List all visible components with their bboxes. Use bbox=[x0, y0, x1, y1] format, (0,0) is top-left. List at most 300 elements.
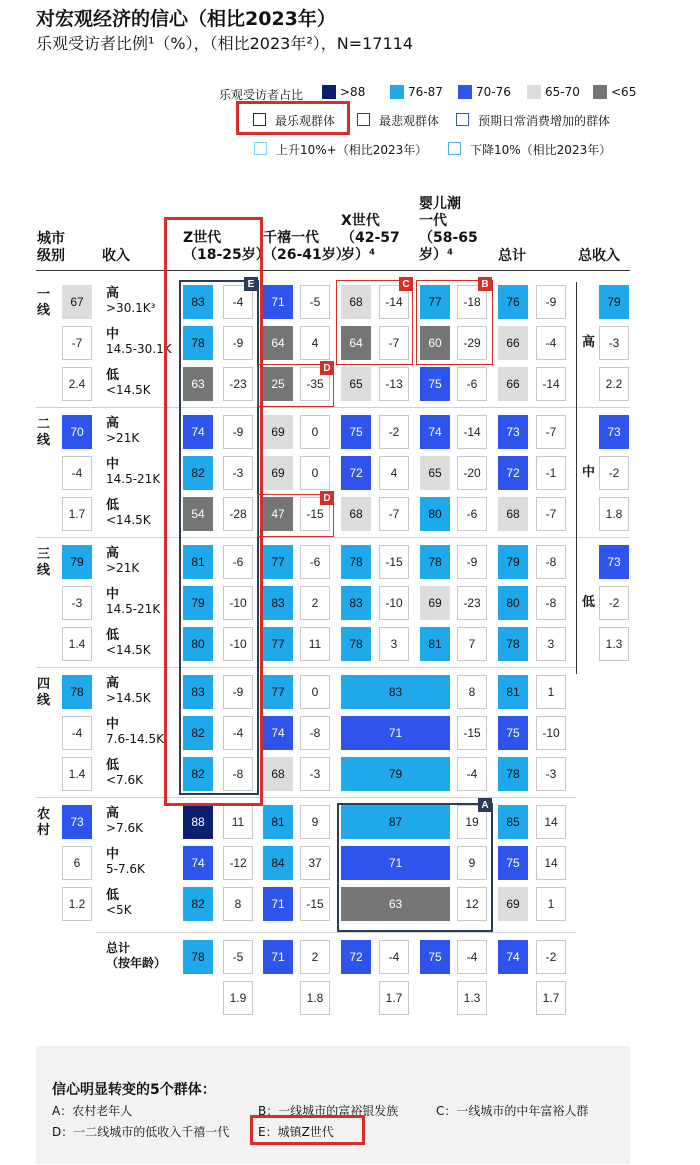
boomer-share: 77 bbox=[420, 285, 450, 319]
millennial-share: 68 bbox=[263, 757, 293, 791]
millennial-change: 2 bbox=[300, 586, 330, 620]
legend-label: 乐观受访者占比 bbox=[219, 88, 304, 102]
genx-boomer-change: -4 bbox=[457, 757, 487, 791]
millennial-share: 77 bbox=[263, 627, 293, 661]
total-share: 66 bbox=[498, 326, 528, 360]
group-c-outline bbox=[336, 280, 413, 365]
millennial-share: 77 bbox=[263, 675, 293, 709]
genx-boomer-share: 71 bbox=[341, 716, 450, 750]
genz-share: 88 bbox=[183, 805, 213, 839]
genx-change: -14 bbox=[379, 285, 409, 319]
header-boomer-age2: 岁）⁴ bbox=[419, 247, 454, 263]
tier-separator bbox=[36, 667, 576, 668]
income-label bbox=[106, 587, 160, 617]
total-income-label: 高 bbox=[582, 335, 596, 350]
income-level: 低 bbox=[106, 498, 120, 513]
tier-label: 三线 bbox=[37, 547, 51, 578]
millennial-change: -15 bbox=[300, 887, 330, 921]
tier-separator bbox=[36, 797, 576, 798]
tier-total-change: -4 bbox=[62, 716, 92, 750]
tag-c: C bbox=[399, 277, 413, 291]
header-millennial bbox=[263, 230, 350, 264]
income-range: 14.5-30.1K bbox=[106, 342, 172, 356]
tag-d2: D bbox=[320, 491, 334, 505]
tier-total-change: -7 bbox=[62, 326, 92, 360]
genx-age-total-index: 1.7 bbox=[379, 981, 409, 1015]
header-genx-age2: 岁）⁴ bbox=[341, 247, 376, 263]
total-age-total-index: 1.7 bbox=[536, 981, 566, 1015]
income-label bbox=[106, 888, 132, 918]
income-label bbox=[106, 628, 151, 658]
age-total-label-line: （按年龄） bbox=[106, 956, 167, 970]
genz-share: 82 bbox=[183, 456, 213, 490]
genz-change: -10 bbox=[223, 586, 253, 620]
total-income-index: 2.2 bbox=[599, 367, 629, 401]
genx-share: 68 bbox=[341, 497, 371, 531]
genx-change: -13 bbox=[379, 367, 409, 401]
total-share: 75 bbox=[498, 716, 528, 750]
footer-c: C：一线城市的中年富裕人群 bbox=[436, 1104, 589, 1118]
tag-e: E bbox=[244, 277, 258, 291]
genx-boomer-change: 19 bbox=[457, 805, 487, 839]
income-level: 高 bbox=[106, 546, 120, 561]
millennial-share: 81 bbox=[263, 805, 293, 839]
millennial-change: -5 bbox=[300, 285, 330, 319]
total-change: -7 bbox=[536, 415, 566, 449]
income-range: <14.5K bbox=[106, 643, 151, 657]
tier-label: 二线 bbox=[37, 417, 51, 448]
tier-label: 农村 bbox=[37, 807, 51, 838]
genx-share: 72 bbox=[341, 456, 371, 490]
genx-boomer-change: 8 bbox=[457, 675, 487, 709]
genz-change: -9 bbox=[223, 415, 253, 449]
genx-boomer-share: 71 bbox=[341, 846, 450, 880]
boomer-share: 78 bbox=[420, 545, 450, 579]
tier-label: 四线 bbox=[37, 677, 51, 708]
total-share: 81 bbox=[498, 675, 528, 709]
header-boomer bbox=[419, 196, 478, 264]
legend-swatch-2 bbox=[458, 85, 472, 99]
boomer-change: -6 bbox=[457, 367, 487, 401]
age-total-separator bbox=[96, 932, 576, 933]
income-label bbox=[106, 758, 143, 788]
legend-outline-swatch-0 bbox=[253, 113, 266, 126]
genx-boomer-change: 9 bbox=[457, 846, 487, 880]
income-label bbox=[106, 286, 155, 316]
millennial-change: -15 bbox=[300, 497, 330, 531]
boom-age-total-share: 75 bbox=[420, 940, 450, 974]
group-b-outline bbox=[416, 280, 493, 365]
income-label bbox=[106, 546, 139, 576]
genz-share: 74 bbox=[183, 415, 213, 449]
genz-change: 8 bbox=[223, 887, 253, 921]
boomer-change: -6 bbox=[457, 497, 487, 531]
millennial-share: 77 bbox=[263, 545, 293, 579]
legend-outline-swatch-4 bbox=[448, 142, 461, 155]
income-range: >14.5K bbox=[106, 691, 151, 705]
total-income-index: 1.8 bbox=[599, 497, 629, 531]
legend-outline-swatch-3 bbox=[254, 142, 267, 155]
header-income: 收入 bbox=[102, 248, 130, 264]
genx-share: 78 bbox=[341, 545, 371, 579]
boomer-change: -20 bbox=[457, 456, 487, 490]
genx-share: 78 bbox=[341, 627, 371, 661]
millennial-share: 69 bbox=[263, 415, 293, 449]
boomer-share: 65 bbox=[420, 456, 450, 490]
legend-outline-swatch-2 bbox=[456, 113, 469, 126]
tier-total-change: -3 bbox=[62, 586, 92, 620]
total-change: 3 bbox=[536, 627, 566, 661]
income-range: <14.5K bbox=[106, 513, 151, 527]
millennial-share: 71 bbox=[263, 285, 293, 319]
legend-item-label-1: 76-87 bbox=[408, 85, 443, 99]
header-genz-name: Z世代 bbox=[183, 230, 222, 246]
age-total-label bbox=[106, 941, 166, 971]
genx-age-total-change: -4 bbox=[379, 940, 409, 974]
total-income-divider bbox=[576, 282, 577, 674]
boomer-change: -23 bbox=[457, 586, 487, 620]
total-share: 72 bbox=[498, 456, 528, 490]
mill-age-total-share: 71 bbox=[263, 940, 293, 974]
total-share: 85 bbox=[498, 805, 528, 839]
legend-swatch-0 bbox=[322, 85, 336, 99]
tag-d1: D bbox=[320, 361, 334, 375]
tier-total-share: 67 bbox=[62, 285, 92, 319]
tier-total-index: 2.4 bbox=[62, 367, 92, 401]
millennial-change: 11 bbox=[300, 627, 330, 661]
income-level: 中 bbox=[106, 327, 120, 342]
income-level: 中 bbox=[106, 717, 120, 732]
genz-share: 83 bbox=[183, 285, 213, 319]
tag-a: A bbox=[478, 798, 492, 812]
genx-change: -15 bbox=[379, 545, 409, 579]
total-change: -8 bbox=[536, 545, 566, 579]
total-income-change: -2 bbox=[599, 586, 629, 620]
millennial-change: 9 bbox=[300, 805, 330, 839]
genz-change: 11 bbox=[223, 805, 253, 839]
total-income-change: -3 bbox=[599, 326, 629, 360]
total-income-label: 低 bbox=[582, 595, 596, 610]
legend-item-label-0: >88 bbox=[340, 85, 366, 99]
group-a-outline bbox=[337, 803, 493, 932]
total-share: 69 bbox=[498, 887, 528, 921]
millennial-share: 74 bbox=[263, 716, 293, 750]
tier-total-share: 78 bbox=[62, 675, 92, 709]
chart-title: 对宏观经济的信心（相比2023年） bbox=[36, 8, 336, 30]
income-range: 5-7.6K bbox=[106, 862, 145, 876]
total-change: -8 bbox=[536, 586, 566, 620]
income-label bbox=[106, 847, 145, 877]
genz-change: -23 bbox=[223, 367, 253, 401]
total-change: 14 bbox=[536, 805, 566, 839]
tier-separator bbox=[36, 537, 576, 538]
genz-share: 82 bbox=[183, 757, 213, 791]
genz-share: 79 bbox=[183, 586, 213, 620]
total-share: 75 bbox=[498, 846, 528, 880]
income-range: >7.6K bbox=[106, 821, 144, 835]
boomer-share: 60 bbox=[420, 326, 450, 360]
age-total-label-line: 总计 bbox=[106, 941, 131, 955]
highlight-genz bbox=[164, 217, 263, 806]
total-change: -14 bbox=[536, 367, 566, 401]
genx-share: 65 bbox=[341, 367, 371, 401]
income-range: <5K bbox=[106, 903, 132, 917]
header-genx bbox=[341, 213, 400, 264]
income-range: 14.5-21K bbox=[106, 472, 161, 486]
boomer-change: -29 bbox=[457, 326, 487, 360]
header-genz-age: （18-25岁） bbox=[183, 247, 270, 263]
tier-total-index: 1.2 bbox=[62, 887, 92, 921]
footer-e: E：城镇Z世代 bbox=[258, 1125, 334, 1139]
tier-total-share: 70 bbox=[62, 415, 92, 449]
millennial-share: 64 bbox=[263, 326, 293, 360]
genx-change: 4 bbox=[379, 456, 409, 490]
millennial-change: 0 bbox=[300, 675, 330, 709]
total-change: -3 bbox=[536, 757, 566, 791]
genz-change: -6 bbox=[223, 545, 253, 579]
genz-change: -4 bbox=[223, 285, 253, 319]
millennial-change: -3 bbox=[300, 757, 330, 791]
genz-share: 82 bbox=[183, 716, 213, 750]
boomer-change: -9 bbox=[457, 545, 487, 579]
total-share: 80 bbox=[498, 586, 528, 620]
genz-share: 82 bbox=[183, 887, 213, 921]
header-boomer-name2: 一代 bbox=[419, 213, 447, 229]
footer-heading: 信心明显转变的5个群体： bbox=[52, 1082, 216, 1098]
tier-total-index: 1.4 bbox=[62, 757, 92, 791]
boom-age-total-index: 1.3 bbox=[457, 981, 487, 1015]
income-level: 高 bbox=[106, 676, 120, 691]
legend-item-label-3: 65-70 bbox=[545, 85, 580, 99]
millennial-share: 25 bbox=[263, 367, 293, 401]
income-range: >30.1K³ bbox=[106, 301, 156, 315]
genx-share: 75 bbox=[341, 415, 371, 449]
total-income-index: 1.3 bbox=[599, 627, 629, 661]
income-level: 中 bbox=[106, 587, 120, 602]
tier-total-index: 1.4 bbox=[62, 627, 92, 661]
genz-change: -10 bbox=[223, 627, 253, 661]
total-share: 78 bbox=[498, 757, 528, 791]
genx-boomer-share: 83 bbox=[341, 675, 450, 709]
legend-outline-label-2: 预期日常消费增加的群体 bbox=[478, 114, 611, 128]
genz-share: 63 bbox=[183, 367, 213, 401]
millennial-change: -8 bbox=[300, 716, 330, 750]
legend-swatch-3 bbox=[527, 85, 541, 99]
boomer-share: 69 bbox=[420, 586, 450, 620]
genx-boomer-change: -15 bbox=[457, 716, 487, 750]
footer-a: A：农村老年人 bbox=[52, 1104, 133, 1118]
genx-age-total-share: 72 bbox=[341, 940, 371, 974]
legend-outline-label-0: 最乐观群体 bbox=[275, 114, 336, 128]
genx-share: 64 bbox=[341, 326, 371, 360]
chart-subtitle: 乐观受访者比例¹（%），（相比2023年²），N=17114 bbox=[36, 34, 414, 53]
total-share: 78 bbox=[498, 627, 528, 661]
millennial-change: -35 bbox=[300, 367, 330, 401]
millennial-share: 83 bbox=[263, 586, 293, 620]
income-label bbox=[106, 368, 151, 398]
genz-change: -9 bbox=[223, 326, 253, 360]
millennial-change: 37 bbox=[300, 846, 330, 880]
tier-total-change: -4 bbox=[62, 456, 92, 490]
income-level: 高 bbox=[106, 806, 120, 821]
genz-age-total-change: -5 bbox=[223, 940, 253, 974]
genx-share: 68 bbox=[341, 285, 371, 319]
total-share: 68 bbox=[498, 497, 528, 531]
mill-age-total-change: 2 bbox=[300, 940, 330, 974]
genz-change: -28 bbox=[223, 497, 253, 531]
income-range: <14.5K bbox=[106, 383, 151, 397]
millennial-change: 0 bbox=[300, 456, 330, 490]
genx-boomer-share: 87 bbox=[341, 805, 450, 839]
boomer-share: 75 bbox=[420, 367, 450, 401]
genx-boomer-change: 12 bbox=[457, 887, 487, 921]
genz-share: 83 bbox=[183, 675, 213, 709]
income-range: >21K bbox=[106, 431, 140, 445]
income-level: 高 bbox=[106, 286, 120, 301]
total-share: 79 bbox=[498, 545, 528, 579]
tier-separator bbox=[36, 407, 576, 408]
income-label bbox=[106, 676, 151, 706]
total-share: 73 bbox=[498, 415, 528, 449]
genx-change: -7 bbox=[379, 497, 409, 531]
footer-b: B：一线城市的富裕银发族 bbox=[258, 1104, 399, 1118]
genz-change: -3 bbox=[223, 456, 253, 490]
header-tier: 城市级别 bbox=[37, 231, 65, 264]
legend-item-label-4: <65 bbox=[611, 85, 637, 99]
legend-swatch-4 bbox=[593, 85, 607, 99]
total-income-share: 79 bbox=[599, 285, 629, 319]
tier-label: 一线 bbox=[37, 287, 51, 318]
header-rule bbox=[36, 270, 630, 271]
total-change: -9 bbox=[536, 285, 566, 319]
total-age-total-share: 74 bbox=[498, 940, 528, 974]
genx-change: -2 bbox=[379, 415, 409, 449]
genz-age-total-share: 78 bbox=[183, 940, 213, 974]
tier-total-share: 79 bbox=[62, 545, 92, 579]
genx-boomer-share: 79 bbox=[341, 757, 450, 791]
income-label bbox=[106, 806, 143, 836]
income-range: 14.5-21K bbox=[106, 602, 161, 616]
tier-total-change: 6 bbox=[62, 846, 92, 880]
millennial-change: 0 bbox=[300, 415, 330, 449]
total-age-total-change: -2 bbox=[536, 940, 566, 974]
boomer-change: -14 bbox=[457, 415, 487, 449]
total-change: -7 bbox=[536, 497, 566, 531]
total-change: 1 bbox=[536, 887, 566, 921]
total-income-change: -2 bbox=[599, 456, 629, 490]
total-income-separator bbox=[576, 537, 630, 538]
tier-total-share: 73 bbox=[62, 805, 92, 839]
income-level: 中 bbox=[106, 457, 120, 472]
header-millennial-age: （26-41岁） bbox=[263, 247, 350, 263]
income-level: 低 bbox=[106, 758, 120, 773]
income-range: <7.6K bbox=[106, 773, 144, 787]
genz-age-total-index: 1.9 bbox=[223, 981, 253, 1015]
header-millennial-name: 千禧一代 bbox=[263, 230, 319, 246]
total-change: 14 bbox=[536, 846, 566, 880]
genz-share: 54 bbox=[183, 497, 213, 531]
genz-share: 78 bbox=[183, 326, 213, 360]
genx-change: -7 bbox=[379, 326, 409, 360]
income-level: 低 bbox=[106, 628, 120, 643]
total-income-share: 73 bbox=[599, 415, 629, 449]
millennial-share: 69 bbox=[263, 456, 293, 490]
boomer-share: 74 bbox=[420, 415, 450, 449]
genz-share: 81 bbox=[183, 545, 213, 579]
header-genx-age: （42-57 bbox=[341, 230, 400, 246]
millennial-share: 84 bbox=[263, 846, 293, 880]
boomer-share: 81 bbox=[420, 627, 450, 661]
header-total: 总计 bbox=[498, 248, 526, 264]
total-change: -1 bbox=[536, 456, 566, 490]
footer-d: D：一二线城市的低收入千禧一代 bbox=[52, 1125, 230, 1139]
header-boomer-name: 婴儿潮 bbox=[419, 196, 461, 212]
genz-change: -12 bbox=[223, 846, 253, 880]
income-label bbox=[106, 498, 151, 528]
income-level: 低 bbox=[106, 368, 120, 383]
income-label bbox=[106, 416, 139, 446]
total-income-separator bbox=[576, 407, 630, 408]
income-level: 中 bbox=[106, 847, 120, 862]
legend-outline-label-3: 上升10%+（相比2023年） bbox=[276, 143, 428, 157]
header-boomer-age: （58-65 bbox=[419, 230, 478, 246]
total-change: -4 bbox=[536, 326, 566, 360]
income-level: 低 bbox=[106, 888, 120, 903]
header-genx-name: X世代 bbox=[341, 213, 380, 229]
boomer-change: 7 bbox=[457, 627, 487, 661]
legend-outline-label-4: 下降10%（相比2023年） bbox=[470, 143, 612, 157]
total-share: 66 bbox=[498, 367, 528, 401]
header-total-income: 总收入 bbox=[578, 248, 620, 264]
income-label bbox=[106, 327, 172, 357]
millennial-share: 47 bbox=[263, 497, 293, 531]
genx-change: 3 bbox=[379, 627, 409, 661]
millennial-change: 4 bbox=[300, 326, 330, 360]
legend-item-label-2: 70-76 bbox=[476, 85, 511, 99]
total-change: 1 bbox=[536, 675, 566, 709]
total-change: -10 bbox=[536, 716, 566, 750]
mill-age-total-index: 1.8 bbox=[300, 981, 330, 1015]
millennial-change: -6 bbox=[300, 545, 330, 579]
genx-share: 83 bbox=[341, 586, 371, 620]
total-share: 76 bbox=[498, 285, 528, 319]
income-label bbox=[106, 457, 160, 487]
legend-swatch-1 bbox=[390, 85, 404, 99]
genz-change: -9 bbox=[223, 675, 253, 709]
legend-outline-label-1: 最悲观群体 bbox=[379, 114, 440, 128]
income-label bbox=[106, 717, 164, 747]
millennial-share: 71 bbox=[263, 887, 293, 921]
highlight-footer-e bbox=[250, 1115, 365, 1145]
income-range: >21K bbox=[106, 561, 140, 575]
income-range: 7.6-14.5K bbox=[106, 732, 165, 746]
genx-boomer-share: 63 bbox=[341, 887, 450, 921]
boomer-change: -18 bbox=[457, 285, 487, 319]
total-income-share: 73 bbox=[599, 545, 629, 579]
boomer-share: 80 bbox=[420, 497, 450, 531]
legend-outline-swatch-1 bbox=[357, 113, 370, 126]
income-level: 高 bbox=[106, 416, 120, 431]
genx-change: -10 bbox=[379, 586, 409, 620]
boom-age-total-change: -4 bbox=[457, 940, 487, 974]
total-income-label: 中 bbox=[582, 465, 596, 480]
tag-b: B bbox=[478, 277, 492, 291]
genz-change: -8 bbox=[223, 757, 253, 791]
genz-share: 80 bbox=[183, 627, 213, 661]
genz-share: 74 bbox=[183, 846, 213, 880]
tier-total-index: 1.7 bbox=[62, 497, 92, 531]
genz-change: -4 bbox=[223, 716, 253, 750]
